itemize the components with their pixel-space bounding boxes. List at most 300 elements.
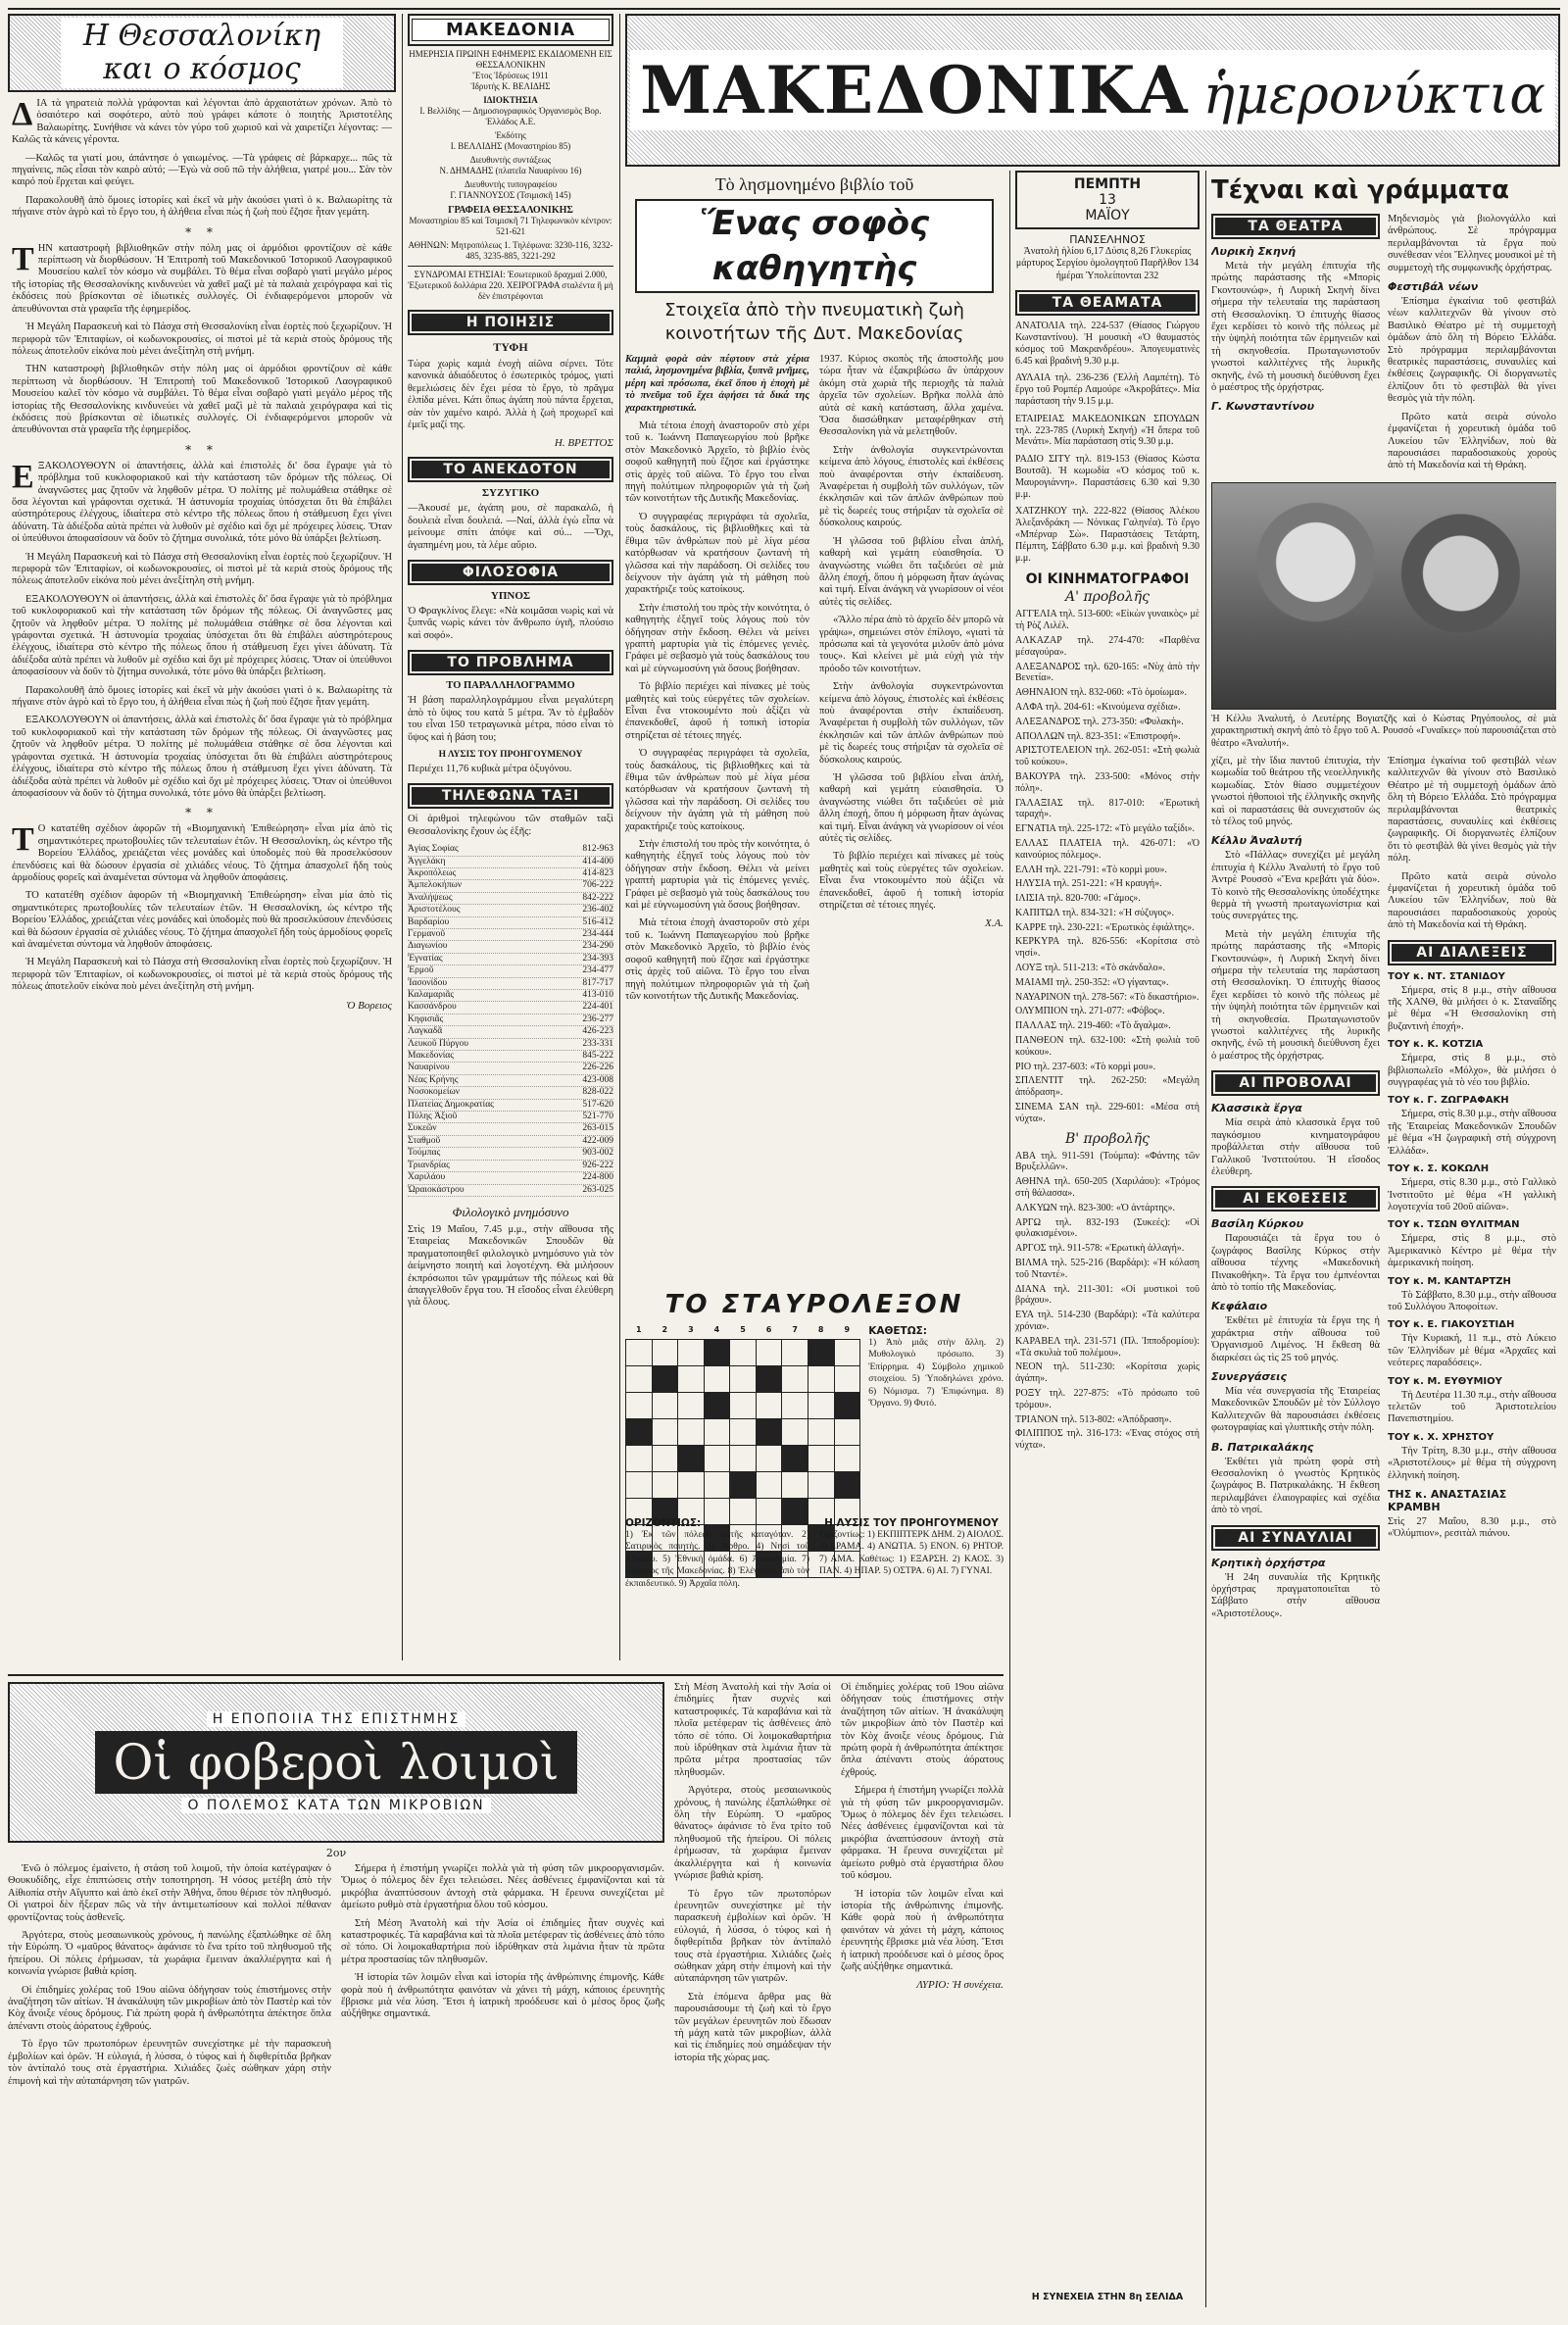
taxi-station: Πλατείας Δημοκρατίας (408, 1099, 494, 1110)
taxi-station: Λευκοῦ Πύργου (408, 1038, 468, 1049)
cinema-listing: ΑΘΗΝΑΙΟΝ τηλ. 832-060: «Τὸ ὁμοίωμα». (1015, 687, 1188, 699)
anecdote-title: ΣΥΖΥΓΙΚΟ (481, 487, 540, 500)
subscriptions: ΣΥΝΔΡΟΜΑΙ ΕΤΗΣΙΑΙ: Ἐσωτερικοῦ δραχμαὶ 2.000, Ἐξωτερικοῦ δολλάρια 220. ΧΕΙΡΟΓΡΑΦΑ σταλέντα ἢ μὴ δὲν ἐπιστρέφονται (408, 266, 613, 302)
lecture-body: Σήμερα, στὶς 8 μ.μ., στὴν αἴθουσα τῆς ΧΑΝΘ, θὰ μιλήσει ὁ κ. Σταναΐδης μὲ θέμα «Ἡ Θεσσαλονίκη στὴ βυζαντινὴ ἐποχή». (1388, 984, 1556, 1032)
banner (625, 14, 1560, 167)
crossword-cell[interactable] (678, 1472, 705, 1499)
taxi-row (408, 844, 613, 856)
lecture-body: Τὴ Δευτέρα 11.30 π.μ., στὴν αἴθουσα τελετῶν τοῦ Ἀριστοτελείου Πανεπιστημίου. (1388, 1389, 1556, 1425)
taxi-phone: 926-222 (582, 1160, 613, 1170)
paragraph: Μία νέα συνεργασία τῆς Ἑταιρείας Μακεδονικῶν Σπουδῶν μὲ τὸν Σύλλογο Καλλιτεχνῶν θὰ παρουσιάσει ἐκθέσεις φωτογραφίας καὶ γλυπτικῆς στὴν πόλη. (1211, 1385, 1380, 1434)
solution: Ὁριζοντίως: 1) ΕΚΠΙΠΤΕΡΚ ΔΗΜ. 2) ΑΙΟΛΟΣ. 3) ΔΡΑΜΑ. 4) ΑΝΩΤΙΑ. 5) ΕΝΟΝ. 6) ΡΗΤΟΡ. 7) ΑΜΑ. Καθέτως: 1) ΕΞΑΡΣΗ. 2) ΚΑΟΣ. 3) ΠΑΝ. 4) ΗΠΑΡ. 5) ΟΣΤΡΑ. 6) ΑΙ. 7) ΓΥΝΑΙ. (819, 1530, 1004, 1577)
taxi-row (408, 1051, 613, 1063)
owner: Ι. Βελλίδης — Δημοσιογραφικὸς Ὀργανισμὸς Βορ. Ἑλλάδος Α.Ε. (419, 106, 602, 126)
publisher: Ι. ΒΕΛΛΙΔΗΣ (Μοναστηρίου 85) (450, 141, 571, 151)
crossword-cell[interactable] (730, 1446, 757, 1472)
cinema-listing: ΤΡΙΑΝΟΝ τηλ. 513-802: «Ἀπόδραση». (1015, 1413, 1172, 1425)
paragraph: Μετὰ τὴν μεγάλη ἐπιτυχία τῆς πρώτης παράστασης τῆς «Μπορὶς Γκοντουνώφ», ἡ Λυρικὴ Σκηνὴ δίνει σήμερα τὴν τελευταία της παράσταση στὴ Θεσσαλονίκη. Ὁ ἐπιτυχὴς θίασος ἔχει κερδίσει τὸ κοινὸ τῆς πόλεως μὲ τὴν ὑψηλὴ ποιότητα τῶν ἑρμηνειῶν καὶ τὴ σκηνοθεσία. Πρωταγωνιστοῦν γνωστοὶ καλλιτέχνες τῆς λυρικῆς σκηνῆς, ἐνῶ τὴ μουσικὴ διεύθυνση ἔχει ὁ μαέστρος τῆς ὀρχήστρας. (1211, 261, 1380, 394)
crossword-cell[interactable] (652, 1446, 678, 1472)
cinema-listing: ΡΙΟ τηλ. 237-603: «Τὸ κορμὶ μου». (1015, 1061, 1156, 1072)
crossword-cell[interactable] (808, 1419, 834, 1446)
crossword-block (808, 1340, 834, 1366)
paper-logo-box (408, 14, 613, 46)
crossword-cell[interactable] (626, 1366, 653, 1393)
problem: Ἡ βάση παραλληλογράμμου εἶναι μεγαλύτερη ἀπὸ τὸ ὕψος του κατὰ 5 μέτρα. Ἂν τὸ ἐμβαδὸν του εἶναι 150 τετραγωνικὰ μέτρα, πόσο εἶναι τὸ ὕψος καὶ ἡ βάση του; (408, 695, 613, 743)
taxi-phone: 224-800 (582, 1172, 613, 1183)
taxi-phone: 817-717 (582, 977, 613, 988)
taxi-station: Σταθμοῦ (408, 1135, 441, 1146)
theatre-header: ΤΑ ΘΕΑΜΑΤΑ (1015, 290, 1200, 316)
epidemic-banner (8, 1682, 664, 1843)
paragraph: Ἡ 24η συναυλία τῆς Κρητικῆς ὀρχήστρας πραγματοποιεῖται τὸ Σάββατο στὴν αἴθουσα «Ἀριστοτέλους». (1211, 1571, 1380, 1619)
offices: Μοναστηρίου 85 καὶ Τσιμισκῆ 71 Τηλεφωνικὸν κέντρον: 521-621 (409, 216, 612, 236)
cinema-listing: ΡΟΞΥ τηλ. 227-875: «Τὸ πρόσωπο τοῦ τρόμου». (1015, 1387, 1200, 1410)
cinema-listing: ΠΑΝΘΕΟΝ τηλ. 632-100: «Στὴ φωλιὰ τοῦ κούκου». (1015, 1035, 1200, 1058)
taxi-phone: 224-401 (582, 1002, 613, 1013)
taxi-phone: 413-010 (582, 990, 613, 1000)
lecture-title: ΤΟΥ κ. Ε. ΓΙΑΚΟΥΣΤΙΔΗ (1388, 1319, 1515, 1331)
taxi-phone: 842-222 (582, 892, 613, 903)
crossword-row (626, 1419, 860, 1446)
taxi-station: Ναυαρίνου (408, 1063, 450, 1073)
exhibition-4-title: Β. Πατρικαλάκης (1211, 1440, 1314, 1454)
taxi-row (408, 868, 613, 880)
crossword-cell[interactable] (652, 1472, 678, 1499)
cinema-listing: ΑΛΚΑΖΑΡ τηλ. 274-470: «Παρθένα μέσαγούρα». (1015, 634, 1200, 658)
lecture-title: ΤΟΥ κ. Σ. ΚΟΚΩΛΗ (1388, 1163, 1490, 1175)
paragraph: ΤΗΝ καταστροφὴ βιβλιοθηκῶν στὴν πόλη μας οἱ ἀρμόδιοι φροντίζουν σὲ κάθε περίπτωση νὰ διορθώσουν. Ἡ Ἐπιτροπὴ τοῦ Μακεδονικοῦ Ἱστορικοῦ Λαογραφικοῦ Μουσείου καλεῖ τὸν κόσμο νὰ συμβάλει. Τὸ θέμα εἶναι σοβαρὸ γιατὶ μεγάλο μέρος τῆς ἱστορίας τῆς Θεσσαλονίκης κινδυνεύει νὰ χαθεῖ μαζὶ μὲ τὰ παλαιὰ χειρόγραφα καὶ τὶς ἐκδόσεις ποὺ βρίσκονται σὲ ἰδιωτικὲς συλλογές. Οἱ ἐνδιαφερόμενοι μποροῦν νὰ ἀπευθύνονται στὰ γραφεῖα τῆς ἐφημερίδος. (12, 240, 392, 315)
taxi-station: Λαγκαδᾶ (408, 1026, 443, 1037)
crossword-cell[interactable] (808, 1366, 834, 1393)
article-subhead: Στοιχεῖα ἀπὸ τὴν πνευματικὴ ζωὴ κοινοτήτων τῆς Δυτ. Μακεδονίας (664, 300, 964, 344)
paragraph: Στὶς 27 Μαΐου, 8.30 μ.μ., στὸ «Ὀλύμπιον», ρεσιτὰλ πιάνου. (1388, 1516, 1556, 1540)
crossword-block (704, 1340, 730, 1366)
exhibition-3-title: Συνεργάσεις (1211, 1369, 1287, 1383)
cinema-listing: ΑΛΕΞΑΝΔΡΟΣ τηλ. 273-350: «Φυλακὴ». (1015, 716, 1184, 727)
taxi-row (408, 965, 613, 977)
theatre-photo (1211, 482, 1556, 710)
paragraph: —Καλῶς τα γιατί μου, ἀπάντησε ὁ γαιωμένος. —Τὰ γράφεις σὲ βάρκαρχε... πῶς τὰ πηγαίνεις, πῶς εἶσαι τὸν καιρὸ αὐτό; —Ἐγὼ νὰ σοῦ πῶ τὴν ἀλήθεια, γιατρέ μου... Σὰν τὸν καιρό ποὺ ἔρχεται καὶ φεύγει. (12, 152, 392, 188)
offices-label: ΓΡΑΦΕΙΑ ΘΕΣΣΑΛΟΝΙΚΗΣ (448, 205, 573, 216)
paragraph: ΤΗΝ καταστροφὴ βιβλιοθηκῶν στὴν πόλη μας οἱ ἀρμόδιοι φροντίζουν σὲ κάθε περίπτωση νὰ διορθώσουν. Ἡ Ἐπιτροπὴ τοῦ Μακεδονικοῦ Ἱστορικοῦ Λαογραφικοῦ Μουσείου καλεῖ τὸν κόσμο νὰ συμβάλει. Τὸ θέμα εἶναι σοβαρὸ γιατὶ μεγάλο μέρος τῆς ἱστορίας τῆς Θεσσαλονίκης κινδυνεύει νὰ χαθεῖ μαζὶ μὲ τὰ παλαιὰ χειρόγραφα καὶ τὶς ἐκδόσεις ποὺ βρίσκονται σὲ ἰδιωτικὲς συλλογές. Οἱ ἐνδιαφερόμενοι μποροῦν νὰ ἀπευθύνονται στὰ γραφεῖα τῆς ἐφημερίδος. (12, 364, 392, 436)
horizontal-clues: 1) Ἐκ τῶν πόλεων αὐτῆς καταγόταν. 2) Σατιρικὸς ποιητὴς. 3) Ἄρθρο. 4) Νησὶ τοῦ Αἰγαίου. 5) Ἐθνικὴ ὁμάδα. 6) Ἀντωνυμία. 7) Ποταμὸς τῆς Μακεδονίας. 8) Ἐλέγχεται ἀπὸ τὸν ἐκπαιδευτικό. 9) Ἀρχαῖα πόλη. (625, 1530, 809, 1589)
theatre-listing: ΕΤΑΙΡΕΙΑΣ ΜΑΚΕΔΟΝΙΚΩΝ ΣΠΟΥΔΩΝ τηλ. 223-785 (Λυρικὴ Σκηνή) «Ἡ ὄπερα τοῦ Μενάτι». Μία παράσταση στὶς 9.30 μ.μ. (1015, 413, 1200, 448)
crossword-cell[interactable] (678, 1393, 705, 1419)
paragraph: Στὴν ἐπιστολή του πρὸς τὴν κοινότητα, ὁ καθηγητὴς ἐξηγεῖ τοὺς λόγους ποὺ τὸν ὁδήγησαν στὴν ἔκδοση. Θέλει νὰ μείνει γραπτὴ μαρτυρία γιὰ τὶς ἑπόμενες γενιὲς. Γράφει μὲ σεβασμὸ γιὰ τοὺς δασκάλους του καὶ μὲ εὐγνωμοσύνη γιὰ ὅσους βοήθησαν. (625, 602, 809, 674)
cinema-listing: ΚΑΡΡΕ τηλ. 230-221: «Ἐρωτικὸς ἐφιάλτης». (1015, 921, 1195, 933)
concerts-header: ΑΙ ΣΥΝΑΥΛΙΑΙ (1211, 1525, 1380, 1551)
concert-title: Κρητικὴ ὀρχήστρα (1211, 1556, 1326, 1569)
taxi-station: Νέας Κρήνης (408, 1074, 459, 1085)
paper-name: ΜΑΚΕΔΟΝΙΑ (412, 19, 610, 41)
paragraph: Σήμερα ἡ ἐπιστήμη γνωρίζει πολλὰ γιὰ τὴ φύση τῶν μικροοργανισμῶν. Ὅμως ὁ πόλεμος δὲν ἔχει τελειώσει. Νέες ἀσθένειες ἐμφανίζονται καὶ τὰ μικρόβια ἀναπτύσσουν ἀντοχὴ στὰ φάρμακα. Ἡ ἔρευνα συνεχίζεται μὲ ἀμείωτο ρυθμὸ στὰ ἐργαστήρια ὅλου τοῦ κόσμου. (341, 1863, 664, 1911)
paragraph: Τὸ βιβλίο περιέχει καὶ πίνακες μὲ τοὺς μαθητὲς καὶ τοὺς εὐεργέτες τῶν σχολείων. Εἶναι ἕνα ντοκουμέντο ποὺ ἀξίζει νὰ ἐπανεκδοθεῖ, ἀφοῦ ἡ τοπικὴ ἱστορία στηρίζεται σὲ τέτοιες πηγές. (819, 851, 1004, 912)
taxi-row (408, 941, 613, 953)
paragraph: Στὴ Μέση Ἀνατολὴ καὶ τὴν Ἀσία οἱ ἐπιδημίες ἦταν συχνὲς καὶ καταστροφικές. Τὰ καραβάνια καὶ τὰ πλοῖα μετέφεραν τὶς ἀσθένειες ἀπὸ τόπο σὲ τόπο. Οἱ λοιμοκαθαρτήρια ποὺ ἱδρύθηκαν στὰ λιμάνια ἦταν τὰ πρῶτα μέτρα προστασίας τῶν πληθυσμῶν. (674, 1682, 831, 1778)
crossword-cell[interactable] (808, 1472, 834, 1499)
problem-header: ΤΟ ΠΡΟΒΛΗΜΑ (408, 650, 613, 675)
paragraph: Ὁ συγγραφέας περιγράφει τὰ σχολεῖα, τοὺς δασκάλους, τὶς βιβλιοθῆκες καὶ τὰ ἔθιμα τῶν ἀνθρώπων ποὺ μὲ λίγα μέσα κατόρθωσαν νὰ κρατήσουν ζωντανὴ τὴ γλῶσσα καὶ τὴν παράδοση. Οἱ σελίδες του δείχνουν τὴν ἀγάπη γιὰ τὴ μάθηση ποὺ χαρακτήριζε τοὺς κατοίκους. (625, 511, 809, 596)
crossword-clues (625, 1517, 1004, 1664)
cinema-listing: ΛΟΥΞ τηλ. 511-213: «Τὸ σκάνδαλο». (1015, 963, 1166, 974)
lecture-body: Τὴν Τρίτη, 8.30 μ.μ., στὴν αἴθουσα «Ἀριστοτέλους» μὲ θέμα τὴ σύγχρονη ἑλληνικὴ ποίηση. (1388, 1445, 1556, 1481)
epidemic-article (8, 1682, 1004, 2309)
crossword-cell[interactable] (652, 1340, 678, 1366)
paragraph: Ἡ Μεγάλη Παρασκευὴ καὶ τὸ Πάσχα στὴ Θεσσαλονίκη εἶναι ἑορτὲς ποὺ ξεχωρίζουν. Ἡ περιφορὰ τῶν Ἐπιταφίων, οἱ κωδωνοκρουσίες, οἱ πιστοὶ μὲ τὰ κεριὰ στοὺς δρόμους τῆς πόλεως ἀποτελοῦν εἰκόνα ποὺ μένει ἀνεξίτηλη στὴ μνήμη. (12, 551, 392, 587)
crossword-number: 8 (817, 1325, 824, 1334)
taxi-row (408, 929, 613, 941)
paragraph: ΕΞΑΚΟΛΟΥΘΟΥΝ οἱ ἀπαντήσεις, ἀλλὰ καὶ ἐπιστολὲς δι' ὅσα ἔγραψε γιὰ τὸ πρόβλημα τοῦ κυκλοφοριακοῦ καὶ τὴν κατάσταση τῶν δρόμων τῆς πόλεως. Οἱ ἀναγνῶστες μας ζητοῦν νὰ ληφθοῦν μέτρα. Ὁ πολίτης μὲ πολυμάθεια στάθηκε σὲ ὅσα λέγονται καὶ γράφονται σχετικά. Ἡ ἀστυνομία τροχαίας ὑπόσχεται ὅτι θὰ ἐπιβάλει αὐστηρότερους ἐλέγχους, ἰδιαίτερα στὸ κέντρο τῆς πόλεως ὅπου ἡ στάθμευση ἔχει γίνει ἀδύνατη. Τὰ ἀδιέξοδα αὐτὰ πρέπει νὰ λυθοῦν μὲ σχέδιο καὶ ὄχι μὲ πρόχειρες λύσεις. Ὅταν οἱ ὑπεύθυνοι ἀποφασίσουν νὰ δοῦν τὸ ζήτημα συνολικά, τότε μόνο θὰ ὑπάρξει βελτίωση. (12, 593, 392, 678)
paragraph: Στὴ Μέση Ἀνατολὴ καὶ τὴν Ἀσία οἱ ἐπιδημίες ἦταν συχνὲς καὶ καταστροφικές. Τὰ καραβάνια καὶ τὰ πλοῖα μετέφεραν τὶς ἀσθένειες ἀπὸ τόπο σὲ τόπο. Οἱ λοιμοκαθαρτήρια ποὺ ἱδρύθηκαν στὰ λιμάνια ἦταν τὰ πρῶτα μέτρα προστασίας τῶν πληθυσμῶν. (341, 1917, 664, 1965)
exhibitions-header: ΑΙ ΕΚΘΕΣΕΙΣ (1211, 1186, 1380, 1212)
crossword-number: 6 (765, 1325, 772, 1334)
cinema-listing: ΕΛΛΗ τηλ. 221-791: «Τὸ κορμὶ μου». (1015, 864, 1167, 875)
paragraph: Τὸ βιβλίο περιέχει καὶ πίνακες μὲ τοὺς μαθητὲς καὶ τοὺς εὐεργέτες τῶν σχολείων. Εἶναι ἕνα ντοκουμέντο ποὺ ἀξίζει νὰ ἐπανεκδοθεῖ, ἀφοῦ ἡ τοπικὴ ἱστορία στηρίζεται σὲ τέτοιες πηγές. (625, 681, 809, 741)
theatre-listing: ΧΑΤΖΗΚΟΥ τηλ. 222-822 (Θίασος Ἀλέκου Ἀλεξανδράκη — Νόνικας Γαληνέα). Τὸ ἔργο «Μπέρναρ Σὼ». Παραστάσεις Τετάρτη, Πέμπτη, Σάββατο 6.30 μ.μ. καὶ βραδινὴ 9.30 μ.μ. (1015, 506, 1200, 564)
cinema-listing: ΗΛΥΣΙΑ τηλ. 251-221: «Ἡ κραυγή». (1015, 878, 1162, 890)
epidemic-title: Οἱ φοβεροὶ λοιμοὶ (95, 1731, 576, 1794)
paragraph: «Ἄλλο πέρα ἀπὸ τὸ ἀρχεῖο δὲν μπορῶ νὰ γράψω», σημειώνει στὸν ἐπίλογο, «γιατὶ τὰ πρόσωπα καὶ τὰ γεγονότα μιλοῦν ἀπὸ μόνα τους». Καὶ κλείνει μὲ μιὰ εὐχὴ γιὰ τὴν πρόοδο τῶν κοινοτήτων. (819, 615, 1004, 674)
column-listings (1015, 171, 1200, 2307)
crossword-cell[interactable] (730, 1340, 757, 1366)
month: ΜΑΪΟΥ (1085, 208, 1130, 223)
lecture-body: Σήμερα, στὶς 8 μ.μ., στὸ βιβλιοπωλεῖο «Μόλχο», θὰ μιλήσει ὁ συγγραφέας γιὰ τὸ νέο του βιβλίο. (1388, 1053, 1556, 1089)
paragraph: Ἀργότερα, στοὺς μεσαιωνικοὺς χρόνους, ἡ πανώλης ἐξαπλώθηκε σὲ ὅλη τὴν Εὐρώπη. Ὁ «μαῦρος θάνατος» ἀφάνισε τὸ ἕνα τρίτο τοῦ πληθυσμοῦ τῆς ἠπείρου. Οἱ πόλεις ἐρήμωσαν, τὰ χωράφια ἔμειναν ἀκαλλιέργητα καὶ ἡ κοινωνία γνώρισε βαθιὰ κρίση. (674, 1785, 831, 1882)
taxi-phone: 236-402 (582, 905, 613, 915)
crossword-number: 7 (792, 1325, 798, 1334)
taxi-row (408, 905, 613, 916)
crossword-cell[interactable] (756, 1472, 782, 1499)
theatre-1-title: Λυρικὴ Σκηνή (1211, 245, 1297, 258)
continuation: Η ΣΥΝΕΧΕΙΑ ΣΤΗΝ 8η ΣΕΛΙΔΑ (1031, 2292, 1184, 2302)
poem: Τώρα χωρὶς καμιὰ ἐνοχὴ αἰῶνα σέρνει. Τότε κανονικὰ ἀδιαόδευτος ὁ ἐσωτερικὸς τρόμος, γιατὶ θεμελιώσεις δὲν ἔχει μέσα τὸ ἔργο, τὸ πρᾶγμα ἐλπίδα μένει. Κάτι ὅπως ἀγάπη ποὺ πάντα ἔρχεται, σὰν τὸν χαμένο καιρό. Ἀλλὰ ἡ ζωὴ προχωρεῖ καὶ ἐμεῖς μαζί της. (408, 359, 613, 431)
taxi-phone: 812-963 (582, 844, 613, 855)
crossword-cell[interactable] (626, 1446, 653, 1472)
crossword-cell[interactable] (834, 1366, 860, 1393)
taxi-row (408, 1136, 613, 1148)
paragraph: Ἐπίσημα ἐγκαίνια τοῦ φεστιβάλ νέων καλλιτεχνῶν θὰ γίνουν στὸ Βασιλικὸ Θέατρο μὲ τὴ συμμετοχὴ ὁμάδων ἀπὸ ὅλη τὴ Βόρειο Ἑλλάδα. Στὸ πρόγραμμα περιλαμβάνονται θεατρικὲς παραστάσεις, συναυλίες καὶ ἐκθέσεις ζωγραφικῆς. Οἱ διοργανωτὲς ἐλπίζουν ὅτι τὸ φεστιβὰλ θὰ γίνει θεσμὸς γιὰ τὴν πόλη. (1388, 755, 1556, 865)
problem-prev: Περιέχει 11,76 κυβικὰ μέτρα ὀξυγόνου. (408, 763, 572, 774)
article-lead: Καμμιὰ φορὰ σὰν πέφτουν στὰ χέρια παλιά, λησμονημένα βιβλία, ξυπνᾶ μνῆμες, μέρη καὶ πρόσωπα, ἐκεῖ ὅπου ἡ ἐποχὴ μὲ τὸ πνεῦμα τοῦ ἔχει ἀφήσει τὰ δικά της χαρακτηριστικά. (625, 354, 809, 414)
crossword-cell[interactable] (730, 1366, 757, 1393)
paragraph: Ἡ ἱστορία τῶν λοιμῶν εἶναι καὶ ἱστορία τῆς ἀνθρώπινης ἐπιμονῆς. Κάθε φορὰ ποὺ ἡ ἀνθρωπότητα φαινόταν νὰ χάνει τὴ μάχη, κάποιος ἐρευνητὴς ἔβρισκε μιὰ νέα λύση. Ἔτσι ἡ ἰατρικὴ προόδευσε καὶ ὁ μέσος ὅρος ζωῆς αὐξήθηκε σημαντικά. (341, 1972, 664, 2020)
paragraph: Πρῶτο κατὰ σειρὰ σύνολο ἐμφανίζεται ἡ χορευτικὴ ὁμάδα τοῦ Λυκείου τῶν Ἑλληνίδων, ποὺ θὰ παρουσιάσει παραδοσιακοὺς χοροὺς ἀπὸ τὴ Μακεδονία καὶ τὴ Θράκη. (1388, 411, 1556, 471)
taxi-row (408, 1185, 613, 1197)
moon-phase: ΠΑΝΣΕΛΗΝΟΣ (1069, 233, 1146, 246)
cinema-listing: ΕΛΛΑΣ ΠΛΑΤΕΙΑ τηλ. 426-071: «Ὁ καινούριος πόλεμος». (1015, 837, 1200, 861)
taxi-station: Ἀναλήψεως (408, 892, 453, 903)
cinema-listing: ΒΑΚΟΥΡΑ τηλ. 233-500: «Μόνος στὴν πόλη». (1015, 770, 1200, 794)
paper-founder: Ἱδρυτὴς Κ. ΒΕΛΙΔΗΣ (470, 81, 551, 91)
crossword-cell[interactable] (704, 1446, 730, 1472)
anecdote-header: ΤΟ ΑΝΕΚΔΟΤΟΝ (408, 457, 613, 482)
crossword-row (626, 1446, 860, 1472)
taxi-phone: 414-823 (582, 867, 613, 878)
paragraph: Ἀργότερα, στοὺς μεσαιωνικοὺς χρόνους, ἡ πανώλης ἐξαπλώθηκε σὲ ὅλη τὴν Εὐρώπη. Ὁ «μαῦρος θάνατος» ἀφάνισε τὸ ἕνα τρίτο τοῦ πληθυσμοῦ τῆς ἠπείρου. Οἱ πόλεις ἐρήμωσαν, τὰ χωράφια ἔμειναν ἀκαλλιέργητα καὶ ἡ κοινωνία γνώρισε βαθιὰ κρίση. (8, 1930, 331, 1978)
projections-header: ΑΙ ΠΡΟΒΟΛΑΙ (1211, 1070, 1380, 1096)
crossword-block (678, 1446, 705, 1472)
arts-title: Τέχναι καὶ γράμματα (1211, 175, 1510, 205)
paragraph: Στὰ ἑπόμενα ἄρθρα μας θὰ παρουσιάσουμε τὴ ζωὴ καὶ τὸ ἔργο τῶν μεγάλων ἐρευνητῶν ποὺ ἔδωσαν τὴ μάχη κατὰ τῶν μικροβίων, ἀλλὰ καὶ τὶς ἐπιδημίες ποὺ σημάδεψαν τὴν ἱστορία τῆς χώρας μας. (674, 1991, 831, 2063)
paragraph: Ἡ γλῶσσα τοῦ βιβλίου εἶναι ἁπλή, καθαρὴ καὶ γεμάτη εὐαισθησία. Ὁ ἀναγνώστης νιώθει ὅτι ταξιδεύει σὲ μιὰ ἄλλη ἐποχή, ὅπου ἡ μόρφωση ἦταν ἀγώνας καὶ τιμή. Εἶναι ἀνάγκη νὰ γνωρίσουν οἱ νέοι αὐτὲς τὶς σελίδες. (819, 772, 1004, 845)
concert-2-title: ΤΗΣ κ. ΑΝΑΣΤΑΣΙΑΣ ΚΡΑΜΒΗ (1388, 1488, 1507, 1513)
taxi-phone: 414-400 (582, 856, 613, 866)
epidemic-subtitle: Ο ΠΟΛΕΜΟΣ ΚΑΤΑ ΤΩΝ ΜΙΚΡΟΒΙΩΝ (181, 1798, 490, 1813)
philosophy-title: ΥΠΝΟΣ (490, 590, 531, 603)
taxi-station: Χαριλάου (408, 1172, 446, 1183)
crossword-cell[interactable] (782, 1419, 808, 1446)
paragraph: χίζει, μὲ τὴν ἴδια παντοῦ ἐπιτυχία, τὴν κωμωδία τοῦ θεάτρου τῆς νεοελληνικῆς κωμωδίας. Στὸν θίασο συμμετέχουν γνωστοὶ ἠθοποιοὶ τῆς ἐλληνικῆς σκηνῆς καὶ οἱ παραστάσεις θὰ συνεχιστοῦν ὡς τὸ τέλος τοῦ μηνός. (1211, 755, 1380, 827)
day-number: 13 (1099, 192, 1116, 208)
crossword-cell[interactable] (730, 1419, 757, 1446)
typo: Γ. ΓΙΑΝΝΟΥΣΟΣ (Τσιμισκῆ 145) (450, 190, 571, 200)
paragraph: Ἐκθέτει γιὰ πρώτη φορὰ στὴ Θεσσαλονίκη ὁ γνωστὸς Κρητικὸς ζωγράφος Β. Πατρικαλάκης. Ἡ ἔκθεση περιλαμβάνει ἐλαιογραφίες καὶ σχέδια ἀπὸ τὸ νησί. (1211, 1456, 1380, 1516)
lecture-body: Σήμερα, στὶς 8.30 μ.μ., στὴν αἴθουσα τῆς Ἑταιρείας Μακεδονικῶν Σπουδῶν μὲ θέμα «Ἡ ζωγραφικὴ στὴ σύγχρονη Ἑλλάδα». (1388, 1109, 1556, 1157)
cinema-b-list (1015, 1151, 1200, 1452)
article-signature: Χ.Α. (985, 917, 1004, 930)
crossword-cell[interactable] (626, 1340, 653, 1366)
paragraph: Μιὰ τέτοια ἐποχὴ ἀναστοροῦν στὸ χέρι τοῦ κ. Ἰωάννη Παπαγεωργίου ποὺ βρῆκε στὸν Μακεδονικὸ Ἀρχεῖο, τὸ βιβλίο ἑνὸς σοφοῦ καθηγητῆ ποὺ ἔζησε καὶ ἐργάστηκε στὶς ἀρχὲς τοῦ αἰῶνα. Τὸ ἔργο του εἶναι πηγὴ πολύτιμων πληροφοριῶν γιὰ τὴ ζωὴ τῶν κοινοτήτων τῆς Δυτικῆς Μακεδονίας. (625, 917, 809, 1002)
lectures-header: ΑΙ ΔΙΑΛΕΞΕΙΣ (1388, 940, 1556, 965)
crossword-number: 2 (662, 1325, 668, 1334)
taxi-phone: 234-290 (582, 941, 613, 952)
paper-founded: Ἔτος Ἱδρύσεως 1911 (472, 71, 549, 80)
crossword-cell[interactable] (782, 1340, 808, 1366)
theatre-listing: ΑΥΛΑΙΑ τηλ. 236-236 (Ἑλλὴ Λαμπέτη). Τὸ ἔργο τοῦ Ρομπέρ Λαμούρε «Ἀκροβάτες». Μία παράσταση τὴν 9.15 μ.μ. (1015, 372, 1200, 407)
philosophy-header: ΦΙΛΟΣΟΦΙΑ (408, 560, 613, 585)
cinema-listing: ΑΛΚΥΩΝ τηλ. 823-300: «Ὁ ἀντάρτης». (1015, 1202, 1176, 1213)
crossword-cell[interactable] (678, 1366, 705, 1393)
taxi-station: Μακεδονίας (408, 1051, 455, 1062)
solution-title: Η ΛΥΣΙΣ ΤΟΥ ΠΡΟΗΓΟΥΜΕΝΟΥ (824, 1517, 999, 1529)
crossword-cell[interactable] (782, 1472, 808, 1499)
banner-title: ΜΑΚΕΔΟΝΙΚΑ (640, 52, 1190, 128)
paragraph: Στὴν ἀνθολογία συγκεντρώνονται κείμενα ἀπὸ λόγους, ἐπιστολὲς καὶ ἐκθέσεις ποὺ ἀναφέρονται στὴν ἐκπαίδευση. Ἀναφέρεται ἡ συμβολὴ τῶν συλλόγων, τῶν ἐκκλησιῶν καὶ τῶν ἀπλῶν ἀνθρώπων ποὺ μὲ τὶς δωρεές τους στήριξαν τὰ σχολεῖα σὲ δύσκολους καιρούς. (819, 681, 1004, 766)
paragraph: ΕΞΑΚΟΛΟΥΘΟΥΝ οἱ ἀπαντήσεις, ἀλλὰ καὶ ἐπιστολὲς δι' ὅσα ἔγραψε γιὰ τὸ πρόβλημα τοῦ κυκλοφοριακοῦ καὶ τὴν κατάσταση τῶν δρόμων τῆς πόλεως. Οἱ ἀναγνῶστες μας ζητοῦν νὰ ληφθοῦν μέτρα. Ὁ πολίτης μὲ πολυμάθεια στάθηκε σὲ ὅσα λέγονται καὶ γράφονται σχετικά. Ἡ ἀστυνομία τροχαίας ὑπόσχεται ὅτι θὰ ἐπιβάλει αὐστηρότερους ἐλέγχους, ἰδιαίτερα στὸ κέντρο τῆς πόλεως ὅπου ἡ στάθμευση ἔχει γίνει ἀδύνατη. Τὰ ἀδιέξοδα αὐτὰ πρέπει νὰ λυθοῦν μὲ σχέδιο καὶ ὄχι μὲ πρόχειρες λύσεις. Ὅταν οἱ ὑπεύθυνοι ἀποφασίσουν νὰ δοῦν τὸ ζήτημα συνολικά, τότε μόνο θὰ ὑπάρξει βελτίωση. (12, 715, 392, 799)
crossword-cell[interactable] (756, 1340, 782, 1366)
crossword-block (652, 1366, 678, 1393)
taxi-row (408, 893, 613, 905)
taxi-row (408, 1039, 613, 1051)
taxi-phone: 234-393 (582, 953, 613, 964)
column-imprint (408, 14, 613, 1670)
crossword-cell[interactable] (834, 1446, 860, 1472)
poem-signature: Η. ΒΡΕΤΤΟΣ (554, 437, 613, 450)
crossword-row (626, 1366, 860, 1393)
cinema-listing: ΠΑΛΛΑΣ τηλ. 219-460: «Τὸ ἄγαλμα». (1015, 1020, 1171, 1032)
paragraph: Παρουσιάζει τὰ ἔργα του ὁ ζωγράφος Βασίλης Κύρκος στὴν αἴθουσα τέχνης «Μακεδονικὴ Πινακοθήκη». Τὰ ἔργα του ἐμπνέονται ἀπὸ τὸ τοπίο τῆς Μακεδονίας. (1211, 1233, 1380, 1293)
lecture-body: Τὸ Σάββατο, 8.30 μ.μ., στὴν αἴθουσα τοῦ Συλλόγου Ἀποφοίτων. (1388, 1289, 1556, 1312)
taxi-phone: 845-222 (582, 1051, 613, 1062)
crossword-cell[interactable] (756, 1446, 782, 1472)
cinema-listing: ΙΛΙΣΙΑ τηλ. 820-700: «Γάμος». (1015, 893, 1141, 905)
paragraph: ΤΟ κατατέθη σχέδιον ἀφορῶν τὴ «Βιομηχανικὴ Ἐπιθεώρηση» εἶναι μία ἀπὸ τὶς σημαντικότερες πρωτοβουλίες τῶν τελευταίων ἐτῶν. Ἡ Θεσσαλονίκη, ὡς κέντρο τῆς Βορείου Ἑλλάδος, χρειάζεται νέες μονάδες καὶ ὑποδομὲς ποὺ θὰ προσελκύσουν ἐπενδύσεις καὶ θὰ δώσουν ἐργασία σὲ χιλιάδες νέους. Τὸ ζήτημα ἀπασχολεῖ ἤδη τοὺς ἀρμοδίους φορεῖς καὶ ἀναμένεται σύντομα νὰ ληφθοῦν ἀποφάσεις. (12, 890, 392, 950)
paragraph: Ἡ Μεγάλη Παρασκευὴ καὶ τὸ Πάσχα στὴ Θεσσαλονίκη εἶναι ἑορτὲς ποὺ ξεχωρίζουν. Ἡ περιφορὰ τῶν Ἐπιταφίων, οἱ κωδωνοκρουσίες, οἱ πιστοὶ μὲ τὰ κεριὰ στοὺς δρόμους τῆς πόλεως ἀποτελοῦν εἰκόνα ποὺ μένει ἀνεξίτηλη στὴ μνήμη. (12, 322, 392, 357)
owner-label: ΙΔΙΟΚΤΗΣΙΑ (483, 95, 538, 105)
taxi-row (408, 857, 613, 868)
taxi-row (408, 954, 613, 965)
crossword-cell[interactable] (678, 1419, 705, 1446)
lecture-body: Σήμερα, στὶς 8.30 μ.μ., στὸ Γαλλικὸ Ἰνστιτοῦτο μὲ θέμα «Ἡ γαλλικὴ λογοτεχνία τοῦ 20οῦ αἰῶνα». (1388, 1177, 1556, 1212)
paragraph: Παρακολουθῆ ἀπὸ ὅμοιες ἰστορίες καὶ ἐκεῖ νὰ μὴν ἀκούσει γιατὶ ὁ κ. Βαλαωρίτης τὰ πήγαινε στὸν ἀγρὸ καὶ τὸ ἔργο του, ἡ ἀλήθεια εἶναι πὼς ἡ ζωὴ ποὺ ἔζησε ἦταν γεμάτη. (12, 194, 392, 219)
separator-stars: * * (185, 442, 219, 457)
crossword-cell[interactable] (834, 1340, 860, 1366)
crossword-cell[interactable] (652, 1419, 678, 1446)
lecture-body: Σήμερα, στὶς 8 μ.μ., στὸ Ἀμερικανικὸ Κέντρο μὲ θέμα τὴν ἀμερικανικὴ ποίηση. (1388, 1233, 1556, 1269)
crossword-cell[interactable] (730, 1393, 757, 1419)
column-masthead: Η Θεσσαλονίκη και ο κόσμος (61, 18, 343, 88)
separator-stars: * * (185, 806, 219, 820)
paragraph: Ἐνῶ ὁ πόλεμος ἐμαίνετο, ἡ στάση τοῦ λοιμοῦ, τὴν ὁποία κατέγραψαν ὁ Θουκυδίδης, εἶχε ἐπιπτώσεις στὴν τοποτηρηση. Ἡ νόσος μετέβη ἀπὸ τὴν Αἰθιοπία στὴν Αἴγυπτο καὶ ἀπὸ ἐκεῖ στὴν Ἀθήνα, ὅπου θέρισε τὸν πληθυσμό. Οἱ γιατροὶ δὲν ἤξεραν πῶς νὰ τὴν ἀντιμετωπίσουν καὶ πολλοὶ πέθαναν φροντίζοντας τοὺς ἀσθενεῖς. (8, 1863, 331, 1923)
projections-title: Κλασσικὰ ἔργα (1211, 1102, 1302, 1115)
poetry-header: Η ΠΟΙΗΣΙΣ (408, 310, 613, 335)
paragraph: Στὸ «Πάλλας» συνεχίζει μὲ μεγάλη ἐπιτυχία ἡ Κέλλυ Ἀναλυτή τὸ ἔργο τοῦ Ἀντρὲ Ρουσσὸ «Ἕνα κρεβάτι γιὰ δύο». Τὸ κοινὸ τῆς Θεσσαλονίκης ὑποδέχτηκε θερμὰ τὴ γνωστὴ πρωταγωνίστρια καὶ τοὺς συνεργάτες της. (1211, 850, 1380, 922)
taxi-station: Ἀμπελοκήπων (408, 880, 463, 891)
crossword-row (626, 1472, 860, 1499)
athens-offices: ΑΘΗΝΩΝ: Μητροπόλεως 1. Τηλέφωνα: 3230-116, 3232-485, 3235-885, 3221-292 (408, 240, 613, 261)
crossword-header-row (626, 1325, 860, 1340)
crossword-cell[interactable] (782, 1393, 808, 1419)
paragraph: Μιὰ τέτοια ἐποχὴ ἀναστοροῦν στὸ χέρι τοῦ κ. Ἰωάννη Παπαγεωργίου ποὺ βρῆκε στὸν Μακεδονικὸ Ἀρχεῖο, τὸ βιβλίο ἑνὸς σοφοῦ καθηγητῆ ποὺ ἔζησε καὶ ἐργάστηκε στὶς ἀρχὲς τοῦ αἰῶνα. Τὸ ἔργο του εἶναι πηγὴ πολύτιμων πληροφοριῶν γιὰ τὴ ζωὴ τῶν κοινοτήτων τῆς Δυτικῆς Μακεδονίας. (625, 420, 809, 505)
vertical-title: ΚΑΘΕΤΩΣ: (868, 1325, 928, 1337)
crossword-cell[interactable] (808, 1393, 834, 1419)
crossword-block (756, 1366, 782, 1393)
taxi-station: Ἀριστοτέλους (408, 905, 461, 915)
paragraph: Σήμερα ἡ ἐπιστήμη γνωρίζει πολλὰ γιὰ τὴ φύση τῶν μικροοργανισμῶν. Ὅμως ὁ πόλεμος δὲν ἔχει τελειώσει. Νέες ἀσθένειες ἐμφανίζονται καὶ τὰ μικρόβια ἀναπτύσσουν ἀντοχὴ στὰ φάρμακα. Ἡ ἔρευνα συνεχίζεται μὲ ἀμείωτο ρυθμὸ στὰ ἐργαστήρια ὅλου τοῦ κόσμου. (841, 1785, 1004, 1882)
cinema-listing: ΑΓΓΕΛΙΑ τηλ. 513-600: «Εἰκὼν γυναικὸς» μὲ τὴ Ρὸζ Λιλέλ. (1015, 609, 1200, 632)
taxi-station: Ἑρμοῦ (408, 965, 434, 976)
crossword-number: 5 (740, 1325, 746, 1334)
lecture-body: Τὴν Κυριακή, 11 π.μ., στὸ Λύκειο τῶν Ἑλληνίδων μὲ θέμα «Ἀρχαῖες καὶ νεότερες παραδόσεις». (1388, 1333, 1556, 1369)
taxi-row (408, 990, 613, 1002)
cinema-listing: ΓΑΛΑΞΙΑΣ τηλ. 817-010: «Ἐρωτικὴ ταραχή». (1015, 797, 1200, 820)
taxi-row (408, 1026, 613, 1038)
kelly-title: Κέλλυ Ἀναλυτή (1211, 834, 1302, 848)
taxi-phone: 423-008 (582, 1074, 613, 1085)
taxi-station: Γερμανοῦ (408, 928, 446, 939)
taxi-station: Καλαμαριᾶς (408, 990, 455, 1000)
typo-label: Διευθυντὴς τυπογραφείου (464, 179, 558, 189)
paragraph: Μία σειρὰ ἀπὸ κλασσικὰ ἔργα τοῦ παγκόσμιου κινηματογράφου προβάλλεται στὴν αἴθουσα τοῦ Γαλλικοῦ Ἰνστιτούτου. Ἡ εἴσοδος ἐλεύθερη. (1211, 1117, 1380, 1177)
taxi-phone: 828-022 (582, 1087, 613, 1098)
theatre-header: ΤΑ ΘΕΑΤΡΑ (1211, 214, 1380, 239)
column-arts (1211, 171, 1556, 2307)
article-kicker: Τὸ λησμονημένο βιβλίο τοῦ (714, 174, 914, 194)
paragraph: Στὴν ἀνθολογία συγκεντρώνονται κείμενα ἀπὸ λόγους, ἐπιστολὲς καὶ ἐκθέσεις ποὺ ἀναφέρονται στὴν ἐκπαίδευση. Ἀναφέρεται ἡ συμβολὴ τῶν συλλόγων, τῶν ἐκκλησιῶν καὶ τῶν ἀπλῶν ἀνθρώπων ποὺ μὲ τὶς δωρεές τους στήριξαν τὰ σχολεῖα σὲ δύσκολους καιρούς. (819, 444, 1004, 529)
taxi-station: Κηφισιᾶς (408, 1014, 444, 1024)
taxi-header: ΤΗΛΕΦΩΝΑ ΤΑΞΙ (408, 783, 613, 809)
lecture-title: ΤΟΥ κ. Κ. ΚΟΤΖΙΑ (1388, 1039, 1484, 1051)
crossword-cell[interactable] (704, 1366, 730, 1393)
crossword-cell[interactable] (652, 1393, 678, 1419)
anecdote: —Ἀκουσέ με, ἀγάπη μου, σὲ παρακαλῶ, ἡ δουλειὰ εἶναι δουλειά. —Ναί, ἀλλὰ ἐγὼ εἶπα νὰ μείνουμε σπίτι ἀπόψε καὶ σύ... —Ὄχι, ἀγαπημένη μου, τὰ λέμε αὔριο. (408, 503, 613, 551)
paragraph: Ἡ Μεγάλη Παρασκευὴ καὶ τὸ Πάσχα στὴ Θεσσαλονίκη εἶναι ἑορτὲς ποὺ ξεχωρίζουν. Ἡ περιφορὰ τῶν Ἐπιταφίων, οἱ κωδωνοκρουσίες, οἱ πιστοὶ μὲ τὰ κεριὰ στοὺς δρόμους τῆς πόλεως ἀποτελοῦν εἰκόνα ποὺ μένει ἀνεξίτηλη στὴ μνήμη. (12, 957, 392, 993)
taxi-row (408, 978, 613, 990)
taxi-station: Ἐγνατίας (408, 953, 443, 964)
taxi-row (408, 1075, 613, 1087)
taxi-phone: 903-002 (582, 1148, 613, 1159)
taxi-phone: 426-223 (582, 1026, 613, 1037)
crossword-title: ΤΟ ΣΤΑΥΡΟΛΕΞΟΝ (664, 1290, 964, 1319)
philosophy: Ὁ Φραγκλίνος ἔλεγε: «Νὰ κοιμᾶσαι νωρὶς καὶ νὰ ξυπνᾶς νωρὶς κάνει τὸν ἄνθρωπο ὑγιῆ, πλούσιο καὶ σοφό». (408, 606, 613, 641)
cinema-listing: ΑΘΗΝΑ τηλ. 650-205 (Χαριλάου): «Τρόμος στὴ θάλασσα». (1015, 1176, 1200, 1200)
crossword-cell[interactable] (782, 1366, 808, 1393)
date-box (1015, 171, 1200, 229)
cinema-a-list (1015, 609, 1200, 1124)
taxi-station: Ἀκροπόλεως (408, 867, 457, 878)
cinema-listing: ΕΥΑ τηλ. 514-230 (Βαρδάρι): «Τὰ καλύτερα χρόνια». (1015, 1310, 1200, 1332)
taxi-row (408, 1100, 613, 1112)
crossword-cell[interactable] (704, 1419, 730, 1446)
problem-prev-title: Η ΛΥΣΙΣ ΤΟΥ ΠΡΟΗΓΟΥΜΕΝΟΥ (438, 749, 583, 760)
crossword-cell[interactable] (626, 1472, 653, 1499)
cinema-listing: ΔΙΑΝΑ τηλ. 211-301: «Οἱ μυστικοὶ τοῦ βράχου». (1015, 1283, 1200, 1307)
problem-title: ΤΟ ΠΑΡΑΛΛΗΛΟΓΡΑΜΜΟ (446, 680, 575, 692)
taxi-row (408, 1172, 613, 1184)
taxi-phone: 516-412 (582, 916, 613, 927)
crossword-cell[interactable] (834, 1419, 860, 1446)
cinema-listing: ΚΑΠΙΤΩΛ τηλ. 834-321: «Ἡ σύζυγος». (1015, 907, 1174, 918)
paragraph: Ἡ ἱστορία τῶν λοιμῶν εἶναι καὶ ἱστορία τῆς ἀνθρώπινης ἐπιμονῆς. Κάθε φορὰ ποὺ ἡ ἀνθρωπότητα φαινόταν νὰ χάνει τὴ μάχη, κάποιος ἐρευνητὴς ἔβρισκε μιὰ νέα λύση. Ἔτσι ἡ ἰατρικὴ προόδευσε καὶ ὁ μέσος ὅρος ζωῆς αὐξήθηκε σημαντικά. (841, 1888, 1004, 1972)
publisher-label: Ἐκδότης (495, 130, 526, 140)
crossword-block (626, 1419, 653, 1446)
taxi-phone: 236-277 (582, 1014, 613, 1024)
crossword-row (626, 1393, 860, 1419)
paper-subtitle: ΗΜΕΡΗΣΙΑ ΠΡΩΙΝΗ ΕΦΗΜΕΡΙΣ ΕΚΔΙΔΟΜΕΝΗ ΕΙΣ ΘΕΣΣΑΛΟΝΙΚΗΝ (409, 49, 612, 70)
continuation-box (1015, 2292, 1200, 2307)
taxi-station: Συκεῶν (408, 1123, 437, 1134)
cinema-listing: ΕΓΝΑΤΙΑ τηλ. 225-172: «Τὸ μεγάλο ταξίδι». (1015, 823, 1196, 835)
taxi-row (408, 917, 613, 929)
crossword-cell[interactable] (704, 1472, 730, 1499)
taxi-list (408, 844, 613, 1197)
taxi-row (408, 1123, 613, 1135)
crossword-cell[interactable] (808, 1446, 834, 1472)
taxi-station: Κασσάνδρου (408, 1002, 457, 1013)
crossword-cell[interactable] (756, 1393, 782, 1419)
taxi-phone: 234-477 (582, 965, 613, 976)
cinema-listing: ΑΛΦΑ τηλ. 204-61: «Κινούμενα σχέδια». (1015, 701, 1181, 713)
cinema-listing: ΑΛΕΞΑΝΔΡΟΣ τηλ. 620-165: «Νὺχ ἀπὸ τὴν Βενετία». (1015, 661, 1200, 684)
crossword-cell[interactable] (678, 1340, 705, 1366)
vertical-clues: 1) Ἀπὸ μιᾶς στὴν ἄλλη. 2) Μυθολογικὸ πρόσωπο. 3) Ἐπίρρημα. 4) Σύμβολο χημικοῦ στοιχείου. 5) Ὑποδηλώνει χρόνο. 6) Νόμισμα. 7) Ἐπιφώνημα. 8) Ὄργανο. 9) Φυτό. (868, 1338, 1004, 1410)
column-article (625, 171, 1004, 1284)
cinema-listing: ΝΕΟΝ τηλ. 511-230: «Κορίτσια χωρὶς ἀγάπη». (1015, 1361, 1200, 1385)
cinema-listing: ΝΑΥΑΡΙΝΟΝ τηλ. 278-567: «Τὸ δικαστήριο». (1015, 991, 1200, 1003)
crossword-cell[interactable] (626, 1393, 653, 1419)
taxi-row (408, 1063, 613, 1074)
paragraph: Στὴν ἐπιστολή του πρὸς τὴν κοινότητα, ὁ καθηγητὴς ἐξηγεῖ τοὺς λόγους ποὺ τὸν ὁδήγησαν στὴν ἔκδοση. Θέλει νὰ μείνει γραπτὴ μαρτυρία γιὰ τὶς ἑπόμενες γενιὲς. Γράφει μὲ σεβασμὸ γιὰ τοὺς δασκάλους του καὶ μὲ εὐγνωμοσύνη γιὰ ὅσους βοήθησαν. (625, 839, 809, 912)
editor-label: Διευθυντὴς συντάξεως (469, 155, 552, 165)
taxi-phone: 517-620 (582, 1099, 613, 1110)
cinema-listing: ΑΒΑ τηλ. 911-591 (Τούμπα): «Φάντης τῶν Βρυξελλῶν». (1015, 1150, 1200, 1173)
taxi-row (408, 1148, 613, 1160)
cinema-a-title: Α' προβολῆς (1065, 589, 1150, 606)
taxi-station: Ὡραιοκάστρου (408, 1184, 465, 1195)
paragraph: ΤΟ κατατέθη σχέδιον ἀφορῶν τὴ «Βιομηχανικὴ Ἐπιθεώρηση» εἶναι μία ἀπὸ τὶς σημαντικότερες πρωτοβουλίες τῶν τελευταίων ἐτῶν. Ἡ Θεσσαλονίκη, ὡς κέντρο τῆς Βορείου Ἑλλάδος, χρειάζεται νέες μονάδες καὶ ὑποδομὲς ποὺ θὰ προσελκύσουν ἐπενδύσεις καὶ θὰ δώσουν ἐργασία σὲ χιλιάδες νέους. Τὸ ζήτημα ἀπασχολεῖ ἤδη τοὺς ἀρμοδίους φορεῖς καὶ ἀναμένεται σύντομα νὰ ληφθοῦν ἀποφάσεις. (12, 821, 392, 883)
memorial: Στὶς 19 Μαΐου, 7.45 μ.μ., στὴν αἴθουσα τῆς Ἑταιρείας Μακεδονικῶν Σπουδῶν θὰ πραγματοποιηθεῖ φιλολογικὸ μνημόσυνο γιὰ τὸν ἀείμνηστο ποιητὴ καὶ λογοτέχνη. Θὰ μιλήσουν ἐκπρόσωποι τῶν γραμμάτων τῆς πόλεως καὶ θὰ ἀπαγγελθοῦν ἔργα του. Ἡ εἴσοδος εἶναι ἐλεύθερη γιὰ ὅλους. (408, 1223, 613, 1309)
lecture-title: ΤΟΥ κ. Μ. ΚΑΝΤΑΡΤΖΗ (1388, 1275, 1511, 1287)
banner-subtitle: ἡμερονύκτια (1202, 64, 1545, 125)
taxi-phone: 263-015 (582, 1123, 613, 1134)
paragraph: Ἐκθέτει μὲ ἐπιτυχία τὰ ἔργα της ἡ χαράκτρια στὴν αἴθουσα τοῦ Ὀργανισμοῦ Λιμένος. Ἡ ἔκθεση θὰ διαρκέσει ὡς τὶς 25 τοῦ μηνός. (1211, 1315, 1380, 1363)
taxi-station: Ἀγγελάκη (408, 856, 446, 866)
episode-number: 2ον (325, 1847, 347, 1859)
taxi-phone: 263-025 (582, 1184, 613, 1195)
taxi-row (408, 1002, 613, 1014)
lecture-title: ΤΟΥ κ. Γ. ΖΩΓΡΑΦΑΚΗ (1388, 1095, 1509, 1107)
taxi-intro: Οἱ ἀριθμοὶ τηλεφώνου τῶν σταθμῶν ταξὶ Θεσσαλονίκης ἔχουν ὡς ἑξῆς: (408, 814, 613, 837)
